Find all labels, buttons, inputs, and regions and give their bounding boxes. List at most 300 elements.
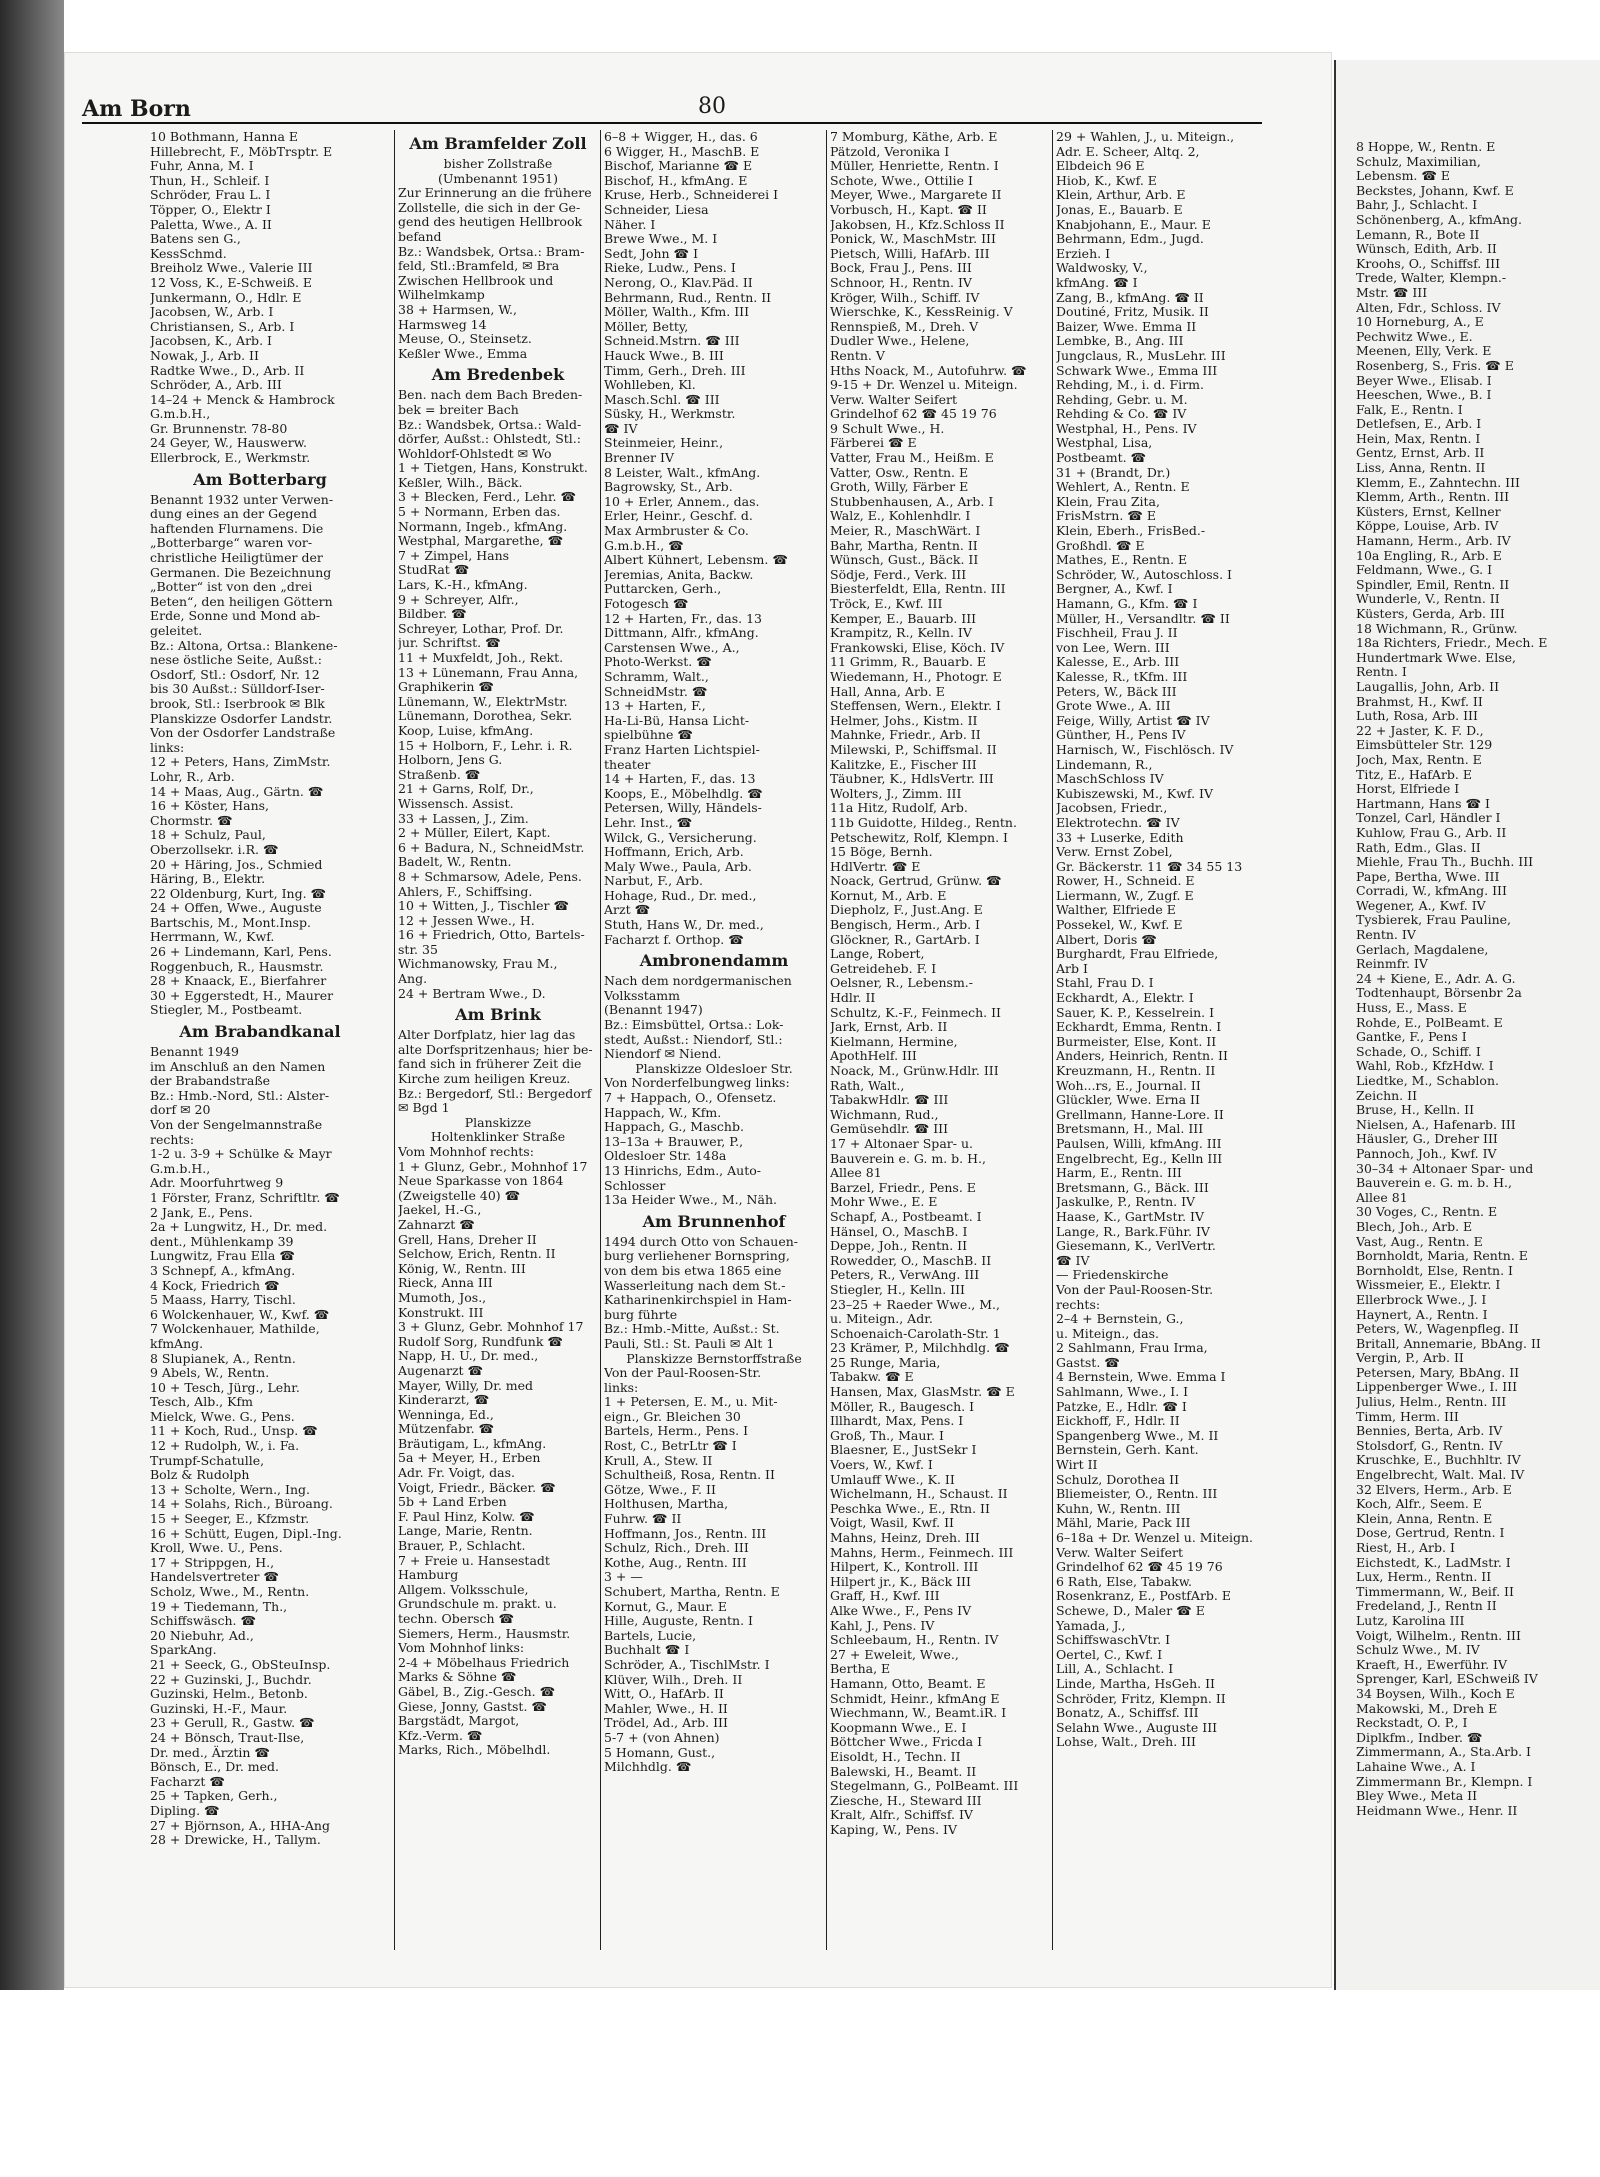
directory-entry: Kreuzmann, H., Rentn. II xyxy=(1056,1063,1216,1078)
directory-entry: Vatter, Frau M., Heißm. E xyxy=(830,450,994,466)
directory-entry: Von der Paul-Roosen-Str. xyxy=(1056,1281,1214,1297)
directory-entry: Bretsmann, G., Bäck. III xyxy=(1056,1179,1209,1195)
directory-entry: Dittmann, Alfr., kfmAng. xyxy=(604,625,759,641)
directory-entry: Kemper, E., Bauarb. III xyxy=(830,610,977,626)
directory-entry: 23–25 + Raeder Wwe., M., xyxy=(830,1296,1000,1312)
directory-entry: dent., Mühlenkamp 39 xyxy=(150,1233,294,1249)
directory-entry: 25 + Tapken, Gerh., xyxy=(150,1788,278,1804)
directory-entry: Vorbusch, H., Kapt. ☎ II xyxy=(830,201,987,217)
adjacent-entry: Falk, E., Rentn. I xyxy=(1356,401,1463,417)
directory-entry: Carstensen Wwe., A., xyxy=(604,639,740,655)
directory-entry: Wohldorf-Ohlstedt ✉ Wo xyxy=(398,445,552,461)
directory-entry: haftenden Flurnamens. Die xyxy=(150,520,324,536)
directory-entry: Batens sen G., xyxy=(150,231,241,247)
directory-entry: Arb I xyxy=(1056,960,1088,976)
directory-entry: HdlVertr. ☎ E xyxy=(830,858,921,874)
directory-entry: 22 + Guzinski, J., Buchdr. xyxy=(150,1671,312,1687)
directory-entry: u. Miteign., Adr. xyxy=(830,1311,933,1327)
directory-entry: Klüver, Wilh., Dreh. II xyxy=(604,1671,743,1687)
adjacent-entry: Zeichn. II xyxy=(1356,1087,1418,1103)
directory-entry: Rower, H., Schneid. E xyxy=(1056,873,1195,889)
column-5 xyxy=(1056,130,1284,1970)
directory-entry: 7 Wolckenhauer, Mathilde, xyxy=(150,1321,320,1337)
page-number: 80 xyxy=(698,94,726,119)
directory-entry: 9 Schult Wwe., H. xyxy=(830,420,945,436)
directory-entry: Lars, K.-H., kfmAng. xyxy=(398,577,528,593)
directory-entry: Bliemeister, O., Rentn. III xyxy=(1056,1486,1218,1502)
column-3 xyxy=(604,130,824,1970)
directory-entry: geleitet. xyxy=(150,623,203,638)
directory-entry: Bretsmann, H., Mal. III xyxy=(1056,1121,1204,1137)
directory-entry: 22 Oldenburg, Kurt, Ing. ☎ xyxy=(150,885,327,901)
directory-entry: Wichmann, Rud., xyxy=(830,1106,939,1122)
directory-entry: KessSchmd. xyxy=(150,245,227,261)
adjacent-entry: Zimmermann, A., Sta.Arb. I xyxy=(1356,1744,1531,1760)
directory-entry: Adr. Moorfuhrtweg 9 xyxy=(150,1175,284,1191)
directory-entry: alte Dorfspritzenhaus; hier be- xyxy=(398,1041,593,1057)
directory-entry: 13 + Scholte, Wern., Ing. xyxy=(150,1481,310,1497)
directory-entry: Allee 81 xyxy=(830,1165,882,1181)
directory-entry: Gr. Bäckerstr. 11 ☎ 34 55 13 xyxy=(1056,858,1243,874)
directory-entry: Rehding & Co. ☎ IV xyxy=(1056,406,1187,422)
directory-entry: TabakwHdlr. ☎ III xyxy=(830,1092,949,1108)
directory-entry: bek = breiter Bach xyxy=(398,401,519,417)
adjacent-entry: Lutz, Karolina III xyxy=(1356,1612,1465,1628)
directory-entry: 5 Maass, Harry, Tischl. xyxy=(150,1292,296,1308)
directory-entry: Fischheil, Frau J. II xyxy=(1056,625,1178,641)
directory-entry: 11b Guidotte, Hildeg., Rentn. xyxy=(830,814,1017,830)
directory-entry: Nowak, J., Arb. II xyxy=(150,347,259,363)
directory-entry: Bock, Frau J., Pens. III xyxy=(830,260,972,276)
directory-entry: Zahnarzt ☎ xyxy=(398,1216,475,1232)
adjacent-entry: Gerlach, Magdalene, xyxy=(1356,941,1489,957)
directory-entry: Wilck, G., Versicherung. xyxy=(604,829,757,845)
adjacent-entry: Lahaine Wwe., A. I xyxy=(1356,1758,1476,1774)
directory-entry: Augenarzt ☎ xyxy=(398,1362,484,1378)
directory-entry: jur. Schriftst. ☎ xyxy=(398,635,501,651)
adjacent-entry: Bley Wwe., Meta II xyxy=(1356,1788,1478,1804)
directory-entry: gend des heutigen Hellbrook xyxy=(398,214,583,230)
directory-entry: 1-2 u. 3-9 + Schülke & Mayr xyxy=(150,1146,332,1162)
directory-entry: Schneid.Mstrn. ☎ III xyxy=(604,333,740,349)
directory-entry: Eickhoff, F., Hdlr. II xyxy=(1056,1413,1180,1429)
adjacent-entry: Eimsbütteler Str. 129 xyxy=(1356,737,1493,753)
adjacent-entry: Diplkfm., Indber. ☎ xyxy=(1356,1729,1483,1745)
directory-entry: Eckhardt, Emma, Rentn. I xyxy=(1056,1019,1222,1035)
directory-entry: Burghardt, Frau Elfriede, xyxy=(1056,946,1219,962)
directory-entry: Grundschule m. prakt. u. xyxy=(398,1596,557,1612)
column-4 xyxy=(830,130,1050,1970)
directory-entry: kfmAng. xyxy=(150,1335,204,1351)
directory-entry: 1 + Petersen, E. M., u. Mit- xyxy=(604,1394,778,1410)
directory-entry: Vom Mohnhof links: xyxy=(398,1640,525,1656)
directory-entry: „Botterbarge“ waren vor- xyxy=(150,535,313,551)
adjacent-entry: Liedtke, M., Schablon. xyxy=(1356,1073,1499,1088)
directory-entry: Jaekel, H.-G., xyxy=(398,1202,482,1218)
directory-entry: Rentn. V xyxy=(830,347,885,363)
directory-entry: fand sich in früherer Zeit die xyxy=(398,1056,582,1072)
directory-entry: Jeremias, Anita, Backw. xyxy=(604,566,754,582)
directory-entry: 4 Bernstein, Wwe. Emma I xyxy=(1056,1369,1226,1385)
directory-entry: Wierschke, K., KessReinig. V xyxy=(830,304,1013,320)
column-2 xyxy=(398,130,598,1970)
directory-entry: Tesch, Alb., Kfm xyxy=(150,1394,253,1410)
directory-entry: 18 + Schulz, Paul, xyxy=(150,827,266,843)
adjacent-entry: Bornholdt, Else, Rentn. I xyxy=(1356,1262,1513,1278)
adjacent-entry: 22 + Jaster, K. F. D., xyxy=(1356,722,1484,738)
adjacent-entry: Köppe, Louise, Arb. IV xyxy=(1356,518,1499,534)
directory-entry: Nach dem nordgermanischen xyxy=(604,973,792,989)
directory-entry: Glückler, Wwe. Erna II xyxy=(1056,1092,1200,1108)
directory-entry: Milewski, P., Schiffsmal. II xyxy=(830,741,997,757)
adjacent-entry: Mstr. ☎ III xyxy=(1356,284,1428,300)
directory-entry: Bräutigam, L., kfmAng. xyxy=(398,1435,547,1451)
directory-entry: Behrmann, Rud., Rentn. II xyxy=(604,289,772,305)
directory-entry: Wolters, J., Zimm. III xyxy=(830,785,962,801)
directory-entry: Westphal, H., Pens. IV xyxy=(1056,420,1197,436)
adjacent-entry: Heeschen, Wwe., B. I xyxy=(1356,387,1492,403)
directory-entry: 6–8 + Wigger, H., das. 6 xyxy=(604,130,758,144)
directory-entry: Krull, A., Stew. II xyxy=(604,1452,713,1468)
adjacent-entry: Fredeland, J., Rentn II xyxy=(1356,1598,1497,1614)
street-heading: Am Brabandkanal xyxy=(179,1022,341,1042)
directory-entry: Schröder, A., TischlMstr. I xyxy=(604,1656,770,1672)
adjacent-page-column xyxy=(1356,140,1596,1980)
directory-entry: Schiffswäsch. ☎ xyxy=(150,1613,257,1629)
directory-entry: Knabjohann, E., Maur. E xyxy=(1056,216,1211,232)
directory-entry: 17 + Altonaer Spar- u. xyxy=(830,1135,973,1151)
directory-entry: Hamann, Otto, Beamt. E xyxy=(830,1675,986,1691)
directory-entry: Meier, R., MaschWärt. I xyxy=(830,523,981,539)
directory-entry: Schewe, D., Maler ☎ E xyxy=(1056,1602,1205,1618)
directory-entry: von Lee, Wern. III xyxy=(1056,639,1170,655)
directory-entry: Grindelhof 62 ☎ 45 19 76 xyxy=(830,406,997,422)
directory-entry: Harnisch, W., Fischlösch. IV xyxy=(1056,741,1234,757)
directory-entry: Liermann, W., Zugf. E xyxy=(1056,887,1194,903)
directory-entry: 21 + Seeck, G., ObSteuInsp. xyxy=(150,1656,331,1672)
directory-entry: spielbühne ☎ xyxy=(604,727,693,743)
directory-entry: Waldwosky, V., xyxy=(1056,260,1148,276)
directory-entry: 11 Grimm, R., Bauarb. E xyxy=(830,654,987,670)
directory-entry: Adr. E. Scheer, Altq. 2, xyxy=(1056,143,1200,159)
directory-entry: (Zweigstelle 40) ☎ xyxy=(398,1187,521,1203)
directory-entry: Fuhrw. ☎ II xyxy=(604,1511,682,1527)
directory-entry: Postbeamt. ☎ xyxy=(1056,450,1147,466)
directory-entry: Lohr, R., Arb. xyxy=(150,768,235,784)
directory-entry: Lünemann, Dorothea, Sekr. xyxy=(398,708,573,724)
directory-entry: Helmer, Johs., Kistm. II xyxy=(830,712,978,728)
directory-entry: Schneider, Liesa xyxy=(604,201,709,217)
column-divider xyxy=(1052,130,1053,1950)
adjacent-entry: Tysbierek, Frau Pauline, xyxy=(1356,912,1511,928)
adjacent-entry: Titz, E., HafArb. E xyxy=(1356,766,1472,782)
directory-entry: 2 + Müller, Eilert, Kapt. xyxy=(398,825,551,841)
directory-entry: Chormstr. ☎ xyxy=(150,812,233,828)
directory-entry: Zur Erinnerung an die frühere xyxy=(398,185,592,201)
adjacent-entry: Heidmann Wwe., Henr. II xyxy=(1356,1802,1518,1818)
directory-entry: Pauli, Stl.: St. Pauli ✉ Alt 1 xyxy=(604,1335,775,1351)
directory-entry: 27 + Björnson, A., HHA-Ang xyxy=(150,1817,330,1833)
adjacent-entry: 32 Elvers, Herm., Arb. E xyxy=(1356,1481,1512,1497)
directory-entry: Planskizze Osdorfer Landstr. xyxy=(150,710,333,726)
directory-entry: Klein, Frau Zita, xyxy=(1056,493,1160,509)
directory-entry: dung eines an der Gegend xyxy=(150,506,317,522)
directory-entry: Hamann, G., Kfm. ☎ I xyxy=(1056,596,1198,611)
directory-entry: 27 + Eweleit, Wwe., xyxy=(830,1646,959,1662)
directory-entry: Bildber. ☎ xyxy=(398,606,467,622)
directory-entry: Hauck Wwe., B. III xyxy=(604,347,724,363)
directory-entry: Dr. med., Ärztin ☎ xyxy=(150,1744,270,1760)
directory-entry: Albert, Doris ☎ xyxy=(1056,931,1157,947)
directory-entry: SparkAng. xyxy=(150,1642,217,1658)
directory-entry: Bischof, H., kfmAng. E xyxy=(604,172,748,188)
directory-entry: Radtke Wwe., D., Arb. II xyxy=(150,362,305,378)
directory-entry: nese östliche Seite, Außst.: xyxy=(150,652,322,668)
directory-entry: Herrmann, W., Kwf. xyxy=(150,929,275,945)
directory-entry: Stahl, Frau D. I xyxy=(1056,975,1154,991)
directory-entry: 10 + Witten, J., Tischler ☎ xyxy=(398,898,570,914)
directory-entry: Lange, Marie, Rentn. xyxy=(398,1523,533,1539)
directory-entry: Bartschis, M., Mont.Insp. xyxy=(150,914,311,930)
directory-entry: Schulz, Dorothea II xyxy=(1056,1471,1180,1487)
directory-entry: Wichmanowsky, Frau M., xyxy=(398,956,558,972)
adjacent-entry: Bahr, J., Schlacht. I xyxy=(1356,197,1478,213)
directory-entry: Spangenberg Wwe., M. II xyxy=(1056,1427,1219,1443)
directory-entry: 5-7 + (von Ahnen) xyxy=(604,1729,720,1745)
directory-entry: SchiffswaschVtr. I xyxy=(1056,1632,1171,1648)
directory-entry: Möller, Walth., Kfm. III xyxy=(604,304,750,320)
directory-entry: Vatter, Osw., Rentn. E xyxy=(830,464,969,480)
directory-entry: links: xyxy=(150,739,185,755)
directory-entry: Alter Dorfplatz, hier lag das xyxy=(398,1027,576,1043)
directory-entry: Bonatz, A., Schiffsf. III xyxy=(1056,1705,1199,1721)
adjacent-entry: Detlefsen, E., Arb. I xyxy=(1356,416,1482,432)
adjacent-entry: Meenen, Elly, Verk. E xyxy=(1356,343,1492,359)
directory-entry: Allgem. Volksschule, xyxy=(398,1581,529,1597)
directory-entry: Holborn, Jens G. xyxy=(398,752,503,768)
directory-entry: Guzinski, Helm., Betonb. xyxy=(150,1686,308,1702)
adjacent-entry: Gentz, Ernst, Arb. II xyxy=(1356,445,1485,461)
directory-entry: 6 Rath, Else, Tabakw. xyxy=(1056,1573,1193,1589)
directory-entry: Ang. xyxy=(398,971,428,987)
directory-entry: Zwischen Hellbrook und xyxy=(398,272,554,288)
directory-entry: Walther, Elfriede E xyxy=(1056,902,1176,918)
directory-entry: Mahnke, Friedr., Arb. II xyxy=(830,727,981,743)
directory-entry: Mützenfabr. ☎ xyxy=(398,1421,495,1437)
directory-entry: von dem bis etwa 1865 eine xyxy=(604,1262,782,1278)
directory-entry: dorf ✉ 20 xyxy=(150,1102,211,1118)
directory-entry: Von der Osdorfer Landstraße xyxy=(150,725,336,741)
centered-note: Planskizze Oldesloer Str. xyxy=(635,1060,793,1076)
directory-entry: Wiechmann, W., Beamt.iR. I xyxy=(830,1705,1007,1721)
directory-entry: Albert Kühnert, Lebensm. ☎ xyxy=(604,552,788,568)
directory-entry: Zollstelle, die sich in der Ge- xyxy=(398,199,581,215)
directory-entry: Noack, M., Grünw.Hdlr. III xyxy=(830,1063,999,1078)
directory-entry: Sahlmann, Wwe., I. I xyxy=(1056,1384,1189,1400)
adjacent-entry: Voigt, Wilhelm., Rentn. III xyxy=(1356,1627,1521,1643)
directory-entry: Schote, Wwe., Ottilie I xyxy=(830,172,973,188)
directory-entry: Kroll, Wwe. U., Pens. xyxy=(150,1540,283,1556)
directory-entry: Gemüsehdlr. ☎ III xyxy=(830,1121,949,1137)
directory-entry: Mahns, Heinz, Dreh. III xyxy=(830,1530,980,1545)
directory-entry: Bz.: Hmb.-Mitte, Außst.: St. xyxy=(604,1321,780,1337)
directory-entry: Max Armbruster & Co. xyxy=(604,523,749,539)
directory-entry: SchneidMstr. ☎ xyxy=(604,683,708,699)
directory-entry: Jungclaus, R., MusLehr. III xyxy=(1056,347,1226,363)
directory-entry: Photo-Werkst. ☎ xyxy=(604,654,712,670)
adjacent-entry: Engelbrecht, Walt. Mal. IV xyxy=(1356,1467,1525,1483)
directory-entry: u. Miteign., das. xyxy=(1056,1325,1160,1341)
directory-entry: 3 Schnepf, A., kfmAng. xyxy=(150,1262,296,1278)
centered-note: (Umbenannt 1951) xyxy=(438,170,558,186)
directory-entry: Arzt ☎ xyxy=(604,902,651,918)
directory-entry: Stubbenhausen, A., Arb. I xyxy=(830,493,994,509)
directory-entry: Bauverein e. G. m. b. H., xyxy=(830,1150,986,1166)
directory-entry: Ha-Li-Bü, Hansa Licht- xyxy=(604,712,750,728)
directory-entry: Lindemann, R., xyxy=(1056,756,1153,772)
directory-entry: Masch.Schl. ☎ III xyxy=(604,391,720,407)
directory-entry: — Friedenskirche xyxy=(1056,1267,1169,1283)
street-heading: Ambronendamm xyxy=(639,951,789,971)
adjacent-entry: Schulz Wwe., M. IV xyxy=(1356,1642,1480,1658)
directory-entry: Hoffmann, Erich, Arb. xyxy=(604,844,744,860)
directory-entry: Bargstädt, Margot, xyxy=(398,1713,520,1729)
directory-entry: Linde, Martha, HsGeh. II xyxy=(1056,1675,1215,1691)
directory-entry: 16 + Schütt, Eugen, Dipl.-Ing. xyxy=(150,1525,342,1541)
adjacent-entry: Kruschke, E., Buchhltr. IV xyxy=(1356,1452,1521,1468)
directory-entry: Puttarcken, Gerh., xyxy=(604,581,722,597)
directory-entry: Hille, Auguste, Rentn. I xyxy=(604,1613,753,1629)
directory-entry: Mathes, E., Rentn. E xyxy=(1056,552,1188,568)
directory-entry: Schubert, Martha, Rentn. E xyxy=(604,1584,780,1599)
directory-entry: Kaping, W., Pens. IV xyxy=(830,1821,957,1837)
directory-entry: Wohlleben, Kl. xyxy=(604,377,696,393)
directory-entry: Mähl, Marie, Pack III xyxy=(1056,1515,1191,1531)
directory-entry: Rieke, Ludw., Pens. I xyxy=(604,260,736,276)
directory-entry: Oelsner, R., Lebensm.- xyxy=(830,975,973,991)
directory-entry: Schultheiß, Rosa, Rentn. II xyxy=(604,1467,775,1483)
adjacent-entry: Hein, Max, Rentn. I xyxy=(1356,430,1481,446)
directory-entry: 6–18a + Dr. Wenzel u. Miteign. xyxy=(1056,1530,1254,1545)
adjacent-entry: Häusler, G., Dreher III xyxy=(1356,1131,1498,1147)
adjacent-entry: Kroohs, O., Schiffsf. III xyxy=(1356,255,1501,271)
directory-entry: Giesemann, K., VerlVertr. xyxy=(1056,1238,1216,1254)
directory-entry: Westphal, Lisa, xyxy=(1056,435,1153,451)
directory-entry: 24 + Bertram Wwe., D. xyxy=(398,985,546,1001)
directory-entry: Noack, Gertrud, Grünw. ☎ xyxy=(830,873,1002,889)
adjacent-entry: Rohde, E., PolBeamt. E xyxy=(1356,1014,1503,1030)
directory-entry: 6 + Badura, N., SchneidMstr. xyxy=(398,839,585,855)
directory-entry: Kalesse, R., tKfm. III xyxy=(1056,668,1188,684)
directory-entry: Scholz, Wwe., M., Rentn. xyxy=(150,1584,310,1599)
adjacent-entry: Julius, Helm., Rentn. III xyxy=(1356,1394,1507,1410)
directory-entry: Baizer, Wwe. Emma II xyxy=(1056,318,1197,334)
directory-entry: Gastst. ☎ xyxy=(1056,1354,1120,1370)
directory-entry: Verw. Ernst Zobel, xyxy=(1056,844,1173,860)
directory-entry: 1 Förster, Franz, Schriftltr. ☎ xyxy=(150,1189,340,1205)
directory-entry: Dudler Wwe., Helene, xyxy=(830,333,970,349)
directory-entry: Lungwitz, Frau Ella ☎ xyxy=(150,1248,295,1264)
directory-entry: 23 Krämer, P., Milchhdlg. ☎ xyxy=(830,1340,1010,1356)
directory-entry: 2 Sahlmann, Frau Irma, xyxy=(1056,1340,1208,1356)
directory-entry: Södje, Ferd., Verk. III xyxy=(830,566,967,582)
directory-entry: Rowedder, O., MaschB. II xyxy=(830,1252,992,1268)
directory-entry: Possekel, W., Kwf. E xyxy=(1056,917,1183,933)
directory-entry: Möller, R., Baugesch. I xyxy=(830,1398,975,1414)
directory-entry: Eisoldt, H., Techn. II xyxy=(830,1748,961,1764)
directory-entry: Jonas, E., Bauarb. E xyxy=(1056,201,1183,217)
directory-entry: 30 + Eggerstedt, H., Maurer xyxy=(150,987,334,1003)
adjacent-entry: Feldmann, Wwe., G. I xyxy=(1356,562,1493,578)
directory-entry: G.m.b.H., ☎ xyxy=(604,537,684,553)
directory-entry: Oldesloer Str. 148a xyxy=(604,1148,727,1164)
directory-entry: Groth, Willy, Färber E xyxy=(830,479,969,495)
directory-entry: Frankowski, Elise, Köch. IV xyxy=(830,639,1005,655)
directory-entry: Müller, Henriette, Rentn. I xyxy=(830,158,999,174)
adjacent-entry: Wissmeier, E., Elektr. I xyxy=(1356,1277,1501,1293)
directory-entry: Stiegler, M., Postbeamt. xyxy=(150,1002,303,1018)
adjacent-entry: Tonzel, Carl, Händler I xyxy=(1356,810,1501,826)
directory-entry: MaschSchloss IV xyxy=(1056,771,1164,787)
directory-entry: Bertha, E xyxy=(830,1661,891,1677)
directory-entry: 19 + Tiedemann, Th., xyxy=(150,1598,288,1614)
directory-entry: Rieck, Anna III xyxy=(398,1275,493,1291)
directory-entry: Jakobsen, H., Kfz.Schloss II xyxy=(830,216,1005,232)
directory-entry: Doutiné, Fritz, Musik. II xyxy=(1056,304,1209,320)
street-heading: Am Bredenbek xyxy=(431,365,565,385)
directory-entry: Günther, H., Pens IV xyxy=(1056,727,1186,743)
directory-entry: Häring, B., Elektr. xyxy=(150,871,266,887)
directory-entry: 11a Hitz, Rudolf, Arb. xyxy=(830,800,968,816)
directory-entry: 2a + Lungwitz, H., Dr. med. xyxy=(150,1219,328,1235)
directory-entry: Kahl, J., Pens. IV xyxy=(830,1617,935,1633)
centered-note: Planskizze xyxy=(464,1114,532,1130)
directory-entry: 6 Wigger, H., MaschB. E xyxy=(604,143,760,159)
directory-entry: Straßenb. ☎ xyxy=(398,766,481,782)
directory-entry: Hoffmann, Jos., Rentn. III xyxy=(604,1525,767,1541)
directory-entry: Walz, E., Kohlenhdlr. I xyxy=(830,508,971,524)
directory-entry: Nerong, O., Klav.Päd. II xyxy=(604,274,753,290)
directory-entry: Bagrowsky, St., Arb. xyxy=(604,479,733,495)
directory-entry: 12 + Jessen Wwe., H. xyxy=(398,912,535,928)
directory-entry: Peschka Wwe., E., Rtn. II xyxy=(830,1500,990,1516)
directory-entry: Barzel, Friedr., Pens. E xyxy=(830,1179,976,1195)
directory-entry: 11 + Koch, Rud., Unsp. ☎ xyxy=(150,1423,318,1439)
adjacent-entry: Wahl, Rob., KfzHdw. I xyxy=(1356,1058,1494,1074)
directory-entry: Mohr Wwe., E. E xyxy=(830,1194,938,1210)
directory-entry: Eckhardt, A., Elektr. I xyxy=(1056,990,1194,1006)
adjacent-entry: Pechwitz Wwe., E. xyxy=(1356,328,1473,344)
adjacent-entry: 8 Hoppe, W., Rentn. E xyxy=(1356,140,1496,154)
directory-entry: 8 + Schmarsow, Adele, Pens. xyxy=(398,868,582,884)
directory-entry: Koop, Luise, kfmAng. xyxy=(398,722,534,738)
directory-entry: 9-15 + Dr. Wenzel u. Miteign. xyxy=(830,377,1018,393)
adjacent-entry: Nielsen, A., Hafenarb. III xyxy=(1356,1116,1516,1132)
directory-entry: Von Norderfelbungweg links: xyxy=(604,1075,790,1091)
directory-entry: Normann, Ingeb., kfmAng. xyxy=(398,518,568,534)
directory-entry: StudRat ☎ xyxy=(398,562,470,578)
directory-entry: Peters, W., Bäck III xyxy=(1056,683,1177,699)
directory-entry: Grote Wwe., A. III xyxy=(1056,698,1171,714)
directory-entry: Narbut, F., Arb. xyxy=(604,873,704,889)
directory-entry: Schapf, A., Postbeamt. I xyxy=(830,1208,982,1224)
adjacent-entry: Laugallis, John, Arb. II xyxy=(1356,678,1500,694)
adjacent-entry: Sprenger, Karl, ESchweiß IV xyxy=(1356,1671,1538,1687)
directory-entry: theater xyxy=(604,756,651,772)
directory-entry: 16 + Köster, Hans, xyxy=(150,798,270,814)
directory-entry: Jark, Ernst, Arb. II xyxy=(830,1019,948,1035)
directory-entry: (Benannt 1947) xyxy=(604,1002,703,1018)
